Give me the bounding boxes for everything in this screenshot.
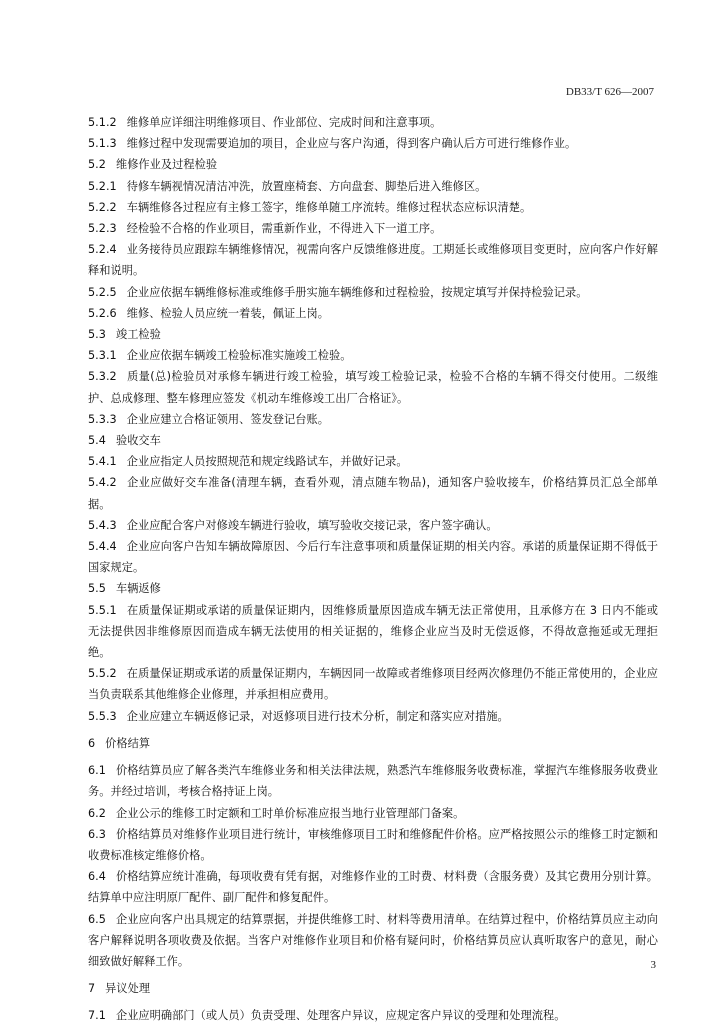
clause-paragraph	[88, 803, 658, 824]
clause-paragraph	[88, 536, 658, 578]
clause-number: 5.2.1	[88, 179, 117, 193]
clause-text: 企业应向客户出具规定的结算票据，并提供维修工时、材料等费用清单。在结算过程中，价格结算员应主动向客户解释说明各项收费及依据。当客户对维修作业项目和价格有疑问时，价格结算员应认真听取客户的意见，耐心细致做好解释工作。	[88, 912, 658, 968]
clause-number: 5.4.2	[88, 476, 117, 490]
clause-number: 7	[88, 982, 96, 996]
clause-number: 5.2.2	[88, 200, 117, 214]
clause-number: 6.3	[88, 827, 106, 841]
document-body	[88, 112, 658, 1027]
clause-paragraph	[88, 472, 658, 514]
clause-number: 5.5.1	[88, 603, 117, 617]
clause-paragraph	[88, 345, 658, 366]
clause-text: 企业应依据车辆维修标准或维修手册实施车辆维修和过程检验，按规定填写并保持检验记录。	[126, 285, 588, 299]
clause-text: 质量(总)检验员对承修车辆进行竣工检验，填写竣工检验记录，检验不合格的车辆不得交付使用。二级维护、总成修理、整车修理应签发《机动车维修竣工出厂合格证》。	[88, 370, 658, 405]
clause-text: 异议处理	[105, 982, 151, 996]
clause-number: 7.1	[88, 1009, 106, 1023]
clause-text: 竣工检验	[115, 328, 161, 342]
clause-text: 车辆返修	[115, 582, 161, 596]
clause-text: 在质量保证期或承诺的质量保证期内，车辆因同一故障或者维修项目经两次修理仍不能正常使用的，企业应当负责联系其他维修企业修理，并承担相应费用。	[88, 667, 658, 702]
clause-text: 企业应明确部门（或人员）负责受理、处理客户异议，应规定客户异议的受理和处理流程。	[115, 1009, 566, 1023]
clause-text: 车辆维修各过程应有主修工签字，维修单随工序流转。维修过程状态应标识清楚。	[126, 200, 532, 214]
clause-number: 5.3.1	[88, 349, 117, 363]
clause-paragraph	[88, 600, 658, 664]
clause-number: 5.2	[88, 158, 106, 172]
clause-text: 企业应做好交车准备(清理车辆，查看外观，清点随车物品)，通知客户验收接车，价格结算员汇总全部单据。	[88, 476, 658, 511]
clause-paragraph	[88, 324, 658, 345]
clause-number: 5.2.3	[88, 222, 117, 236]
clause-number: 6.4	[88, 870, 106, 884]
page-number: 3	[650, 959, 656, 971]
clause-number: 5.4.1	[88, 455, 117, 469]
clause-paragraph	[88, 706, 658, 727]
clause-paragraph	[88, 515, 658, 536]
clause-text: 维修单应详细注明维修项目、作业部位、完成时间和注意事项。	[126, 116, 442, 129]
clause-text: 价格结算	[105, 736, 151, 750]
clause-text: 维修作业及过程检验	[115, 158, 218, 172]
clause-paragraph	[88, 663, 658, 705]
clause-text: 价格结算员对维修作业项目进行统计，审核维修项目工时和维修配件价格。应严格按照公示的维修工时定额和收费标准核定维修价格。	[88, 827, 658, 862]
clause-paragraph	[88, 1005, 658, 1026]
clause-number: 5.5	[88, 582, 106, 596]
clause-number: 5.1.2	[88, 116, 117, 129]
clause-paragraph	[88, 578, 658, 599]
clause-number: 5.3.2	[88, 370, 117, 384]
clause-number: 5.3.3	[88, 412, 117, 426]
clause-paragraph	[88, 451, 658, 472]
clause-number: 5.2.4	[88, 243, 117, 257]
clause-number: 5.4.4	[88, 540, 117, 554]
clause-number: 6.1	[88, 764, 106, 778]
clause-paragraph	[88, 218, 658, 239]
clause-text: 业务接待员应跟踪车辆维修情况，视需向客户反馈维修进度。工期延长或维修项目变更时，应向客户作好解释和说明。	[88, 243, 658, 278]
clause-number: 6	[88, 736, 96, 750]
clause-paragraph	[88, 824, 658, 866]
clause-text: 企业应建立车辆返修记录，对返修项目进行技术分析，制定和落实应对措施。	[126, 709, 509, 723]
clause-paragraph	[88, 239, 658, 281]
clause-number: 5.2.5	[88, 285, 117, 299]
clause-text: 在质量保证期或承诺的质量保证期内，因维修质量原因造成车辆无法正常使用，且承修方在 3 日内不能或无法提供因非维修原因而造成车辆无法使用的相关证据的，维修企业应当及时无偿返修，不得故意拖延或无理拒绝。	[88, 603, 658, 660]
clause-text: 价格结算员应了解各类汽车维修业务和相关法律法规，熟悉汽车维修服务收费标准，掌握汽车维修服务收费业务。并经过培训，考核合格持证上岗。	[88, 764, 658, 799]
clause-paragraph	[88, 909, 658, 973]
section-heading	[88, 978, 658, 999]
clause-paragraph	[88, 282, 658, 303]
clause-number: 5.5.2	[88, 667, 117, 681]
clause-number: 5.1.3	[88, 137, 117, 151]
clause-number: 5.2.6	[88, 306, 117, 320]
clause-paragraph	[88, 112, 658, 133]
clause-number: 5.4	[88, 434, 106, 448]
clause-paragraph	[88, 366, 658, 408]
clause-paragraph	[88, 303, 658, 324]
clause-number: 5.4.3	[88, 518, 117, 532]
clause-paragraph	[88, 154, 658, 175]
section-heading	[88, 733, 658, 754]
clause-text: 企业应建立合格证领用、签发登记台账。	[126, 412, 329, 426]
clause-number: 6.5	[88, 912, 106, 926]
clause-text: 企业公示的维修工时定额和工时单价标准应报当地行业管理部门备案。	[115, 806, 465, 820]
clause-text: 企业应指定人员按照规范和规定线路试车，并做好记录。	[126, 455, 408, 469]
clause-paragraph	[88, 176, 658, 197]
clause-text: 维修、检验人员应统一着装，佩证上岗。	[126, 306, 329, 320]
clause-text: 验收交车	[115, 434, 161, 448]
clause-text: 待修车辆视情况清洁冲洗，放置座椅套、方向盘套、脚垫后进入维修区。	[126, 179, 487, 193]
standard-code-header: DB33/T 626—2007	[565, 86, 654, 98]
clause-text: 经检验不合格的作业项目，需重新作业，不得进入下一道工序。	[126, 222, 442, 236]
clause-number: 5.3	[88, 328, 106, 342]
clause-paragraph	[88, 760, 658, 802]
clause-text: 企业应向客户告知车辆故障原因、今后行车注意事项和质量保证期的相关内容。承诺的质量保证期不得低于国家规定。	[88, 540, 658, 575]
clause-paragraph	[88, 409, 658, 430]
clause-text: 价格结算应统计准确，每项收费有凭有据，对维修作业的工时费、材料费（含服务费）及其它费用分别计算。结算单中应注明原厂配件、副厂配件和修复配件。	[88, 870, 658, 905]
clause-text: 企业应依据车辆竣工检验标准实施竣工检验。	[126, 349, 352, 363]
clause-text: 企业应配合客户对修竣车辆进行验收，填写验收交接记录，客户签字确认。	[126, 518, 498, 532]
clause-number: 5.5.3	[88, 709, 117, 723]
clause-paragraph	[88, 133, 658, 154]
clause-paragraph	[88, 430, 658, 451]
clause-paragraph	[88, 866, 658, 908]
clause-paragraph	[88, 197, 658, 218]
clause-number: 6.2	[88, 806, 106, 820]
clause-text: 维修过程中发现需要追加的项目，企业应与客户沟通，得到客户确认后方可进行维修作业。	[126, 137, 577, 151]
